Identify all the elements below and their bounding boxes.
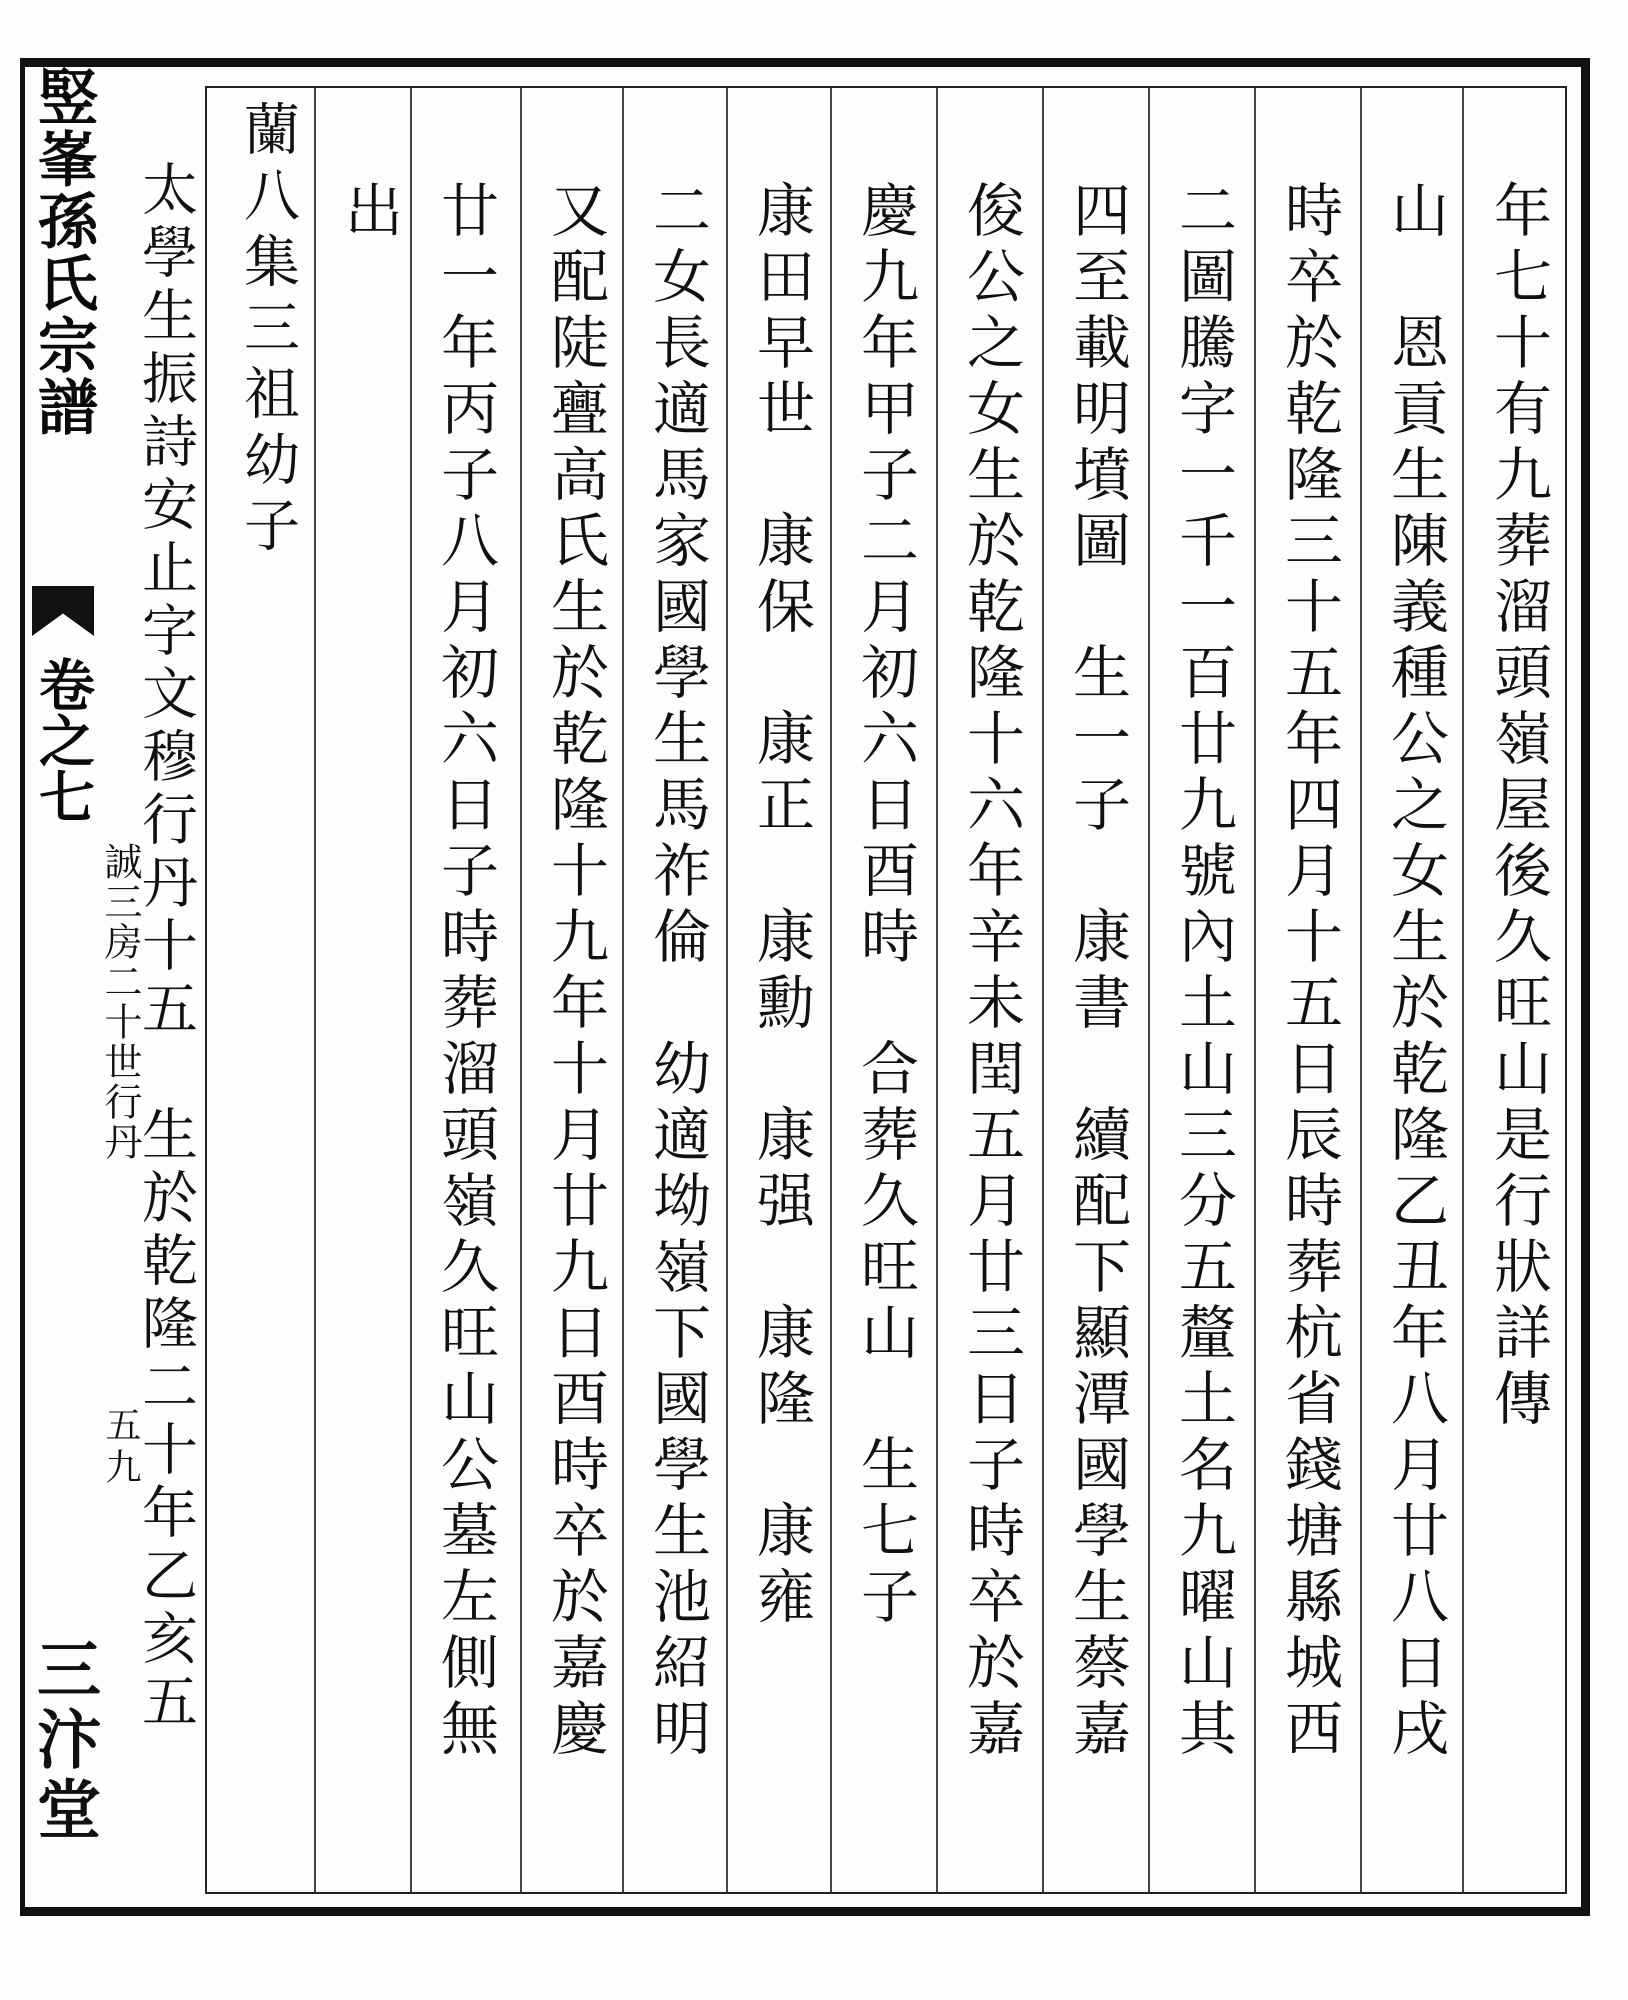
text-column-5: 四至載明墳圖 生一子 康書 續配下顯潭國學生蔡嘉 (1063, 180, 1131, 1764)
book-title: 竪峯孫氏宗譜 (28, 66, 98, 438)
text-column-14: 太學生振詩安止字文穆行丹十五 生於乾隆二十年乙亥五 (133, 160, 198, 1735)
column-rule (830, 88, 832, 1892)
column-rule (726, 88, 728, 1892)
column-rule (1360, 88, 1362, 1892)
text-column-13: 蘭八集三祖幼子 (235, 100, 300, 562)
text-column-10: 又配陡亹高氏生於乾隆十九年十月廿九日酉時卒於嘉慶 (541, 180, 609, 1764)
text-column-2: 山 恩貢生陳義種公之女生於乾隆乙丑年八月廿八日戌 (1381, 180, 1449, 1764)
column-rule (520, 88, 522, 1892)
column-rule (936, 88, 938, 1892)
branch-label: 誠三房二十世行丹 (98, 842, 142, 1162)
page-number: 五九 (100, 1406, 141, 1490)
column-rule (1148, 88, 1150, 1892)
text-column-7: 慶九年甲子二月初六日酉時 合葬久旺山 生七子 (851, 180, 919, 1632)
text-column-8: 康田早世 康保 康正 康勳 康强 康隆 康雍 (747, 180, 815, 1632)
text-column-6: 俊公之女生於乾隆十六年辛未閏五月廿三日子時卒於嘉 (957, 180, 1025, 1764)
text-column-9: 二女長適馬家國學生馬祚倫 幼適坳嶺下國學生池紹明 (643, 180, 711, 1764)
text-column-3: 時卒於乾隆三十五年四月十五日辰時葬杭省錢塘縣城西 (1275, 180, 1343, 1764)
fish-tail-mark (32, 586, 94, 636)
text-column-12: 出 (335, 180, 403, 246)
volume-label: 卷之七 (30, 656, 96, 824)
column-rule (1462, 88, 1464, 1892)
column-rule (410, 88, 412, 1892)
column-rule (1254, 88, 1256, 1892)
column-rule (622, 88, 624, 1892)
text-column-4: 二圖騰字一千一百廿九號內土山三分五釐土名九曜山其 (1169, 180, 1237, 1764)
column-rule (314, 88, 316, 1892)
text-column-11: 廿一年丙子八月初六日子時葬溜頭嶺久旺山公墓左側無 (431, 180, 499, 1764)
text-column-1: 年七十有九葬溜頭嶺屋後久旺山是行狀詳傳 (1484, 180, 1552, 1434)
column-rule (1042, 88, 1044, 1892)
hall-name: 三汴堂 (26, 1636, 101, 1846)
